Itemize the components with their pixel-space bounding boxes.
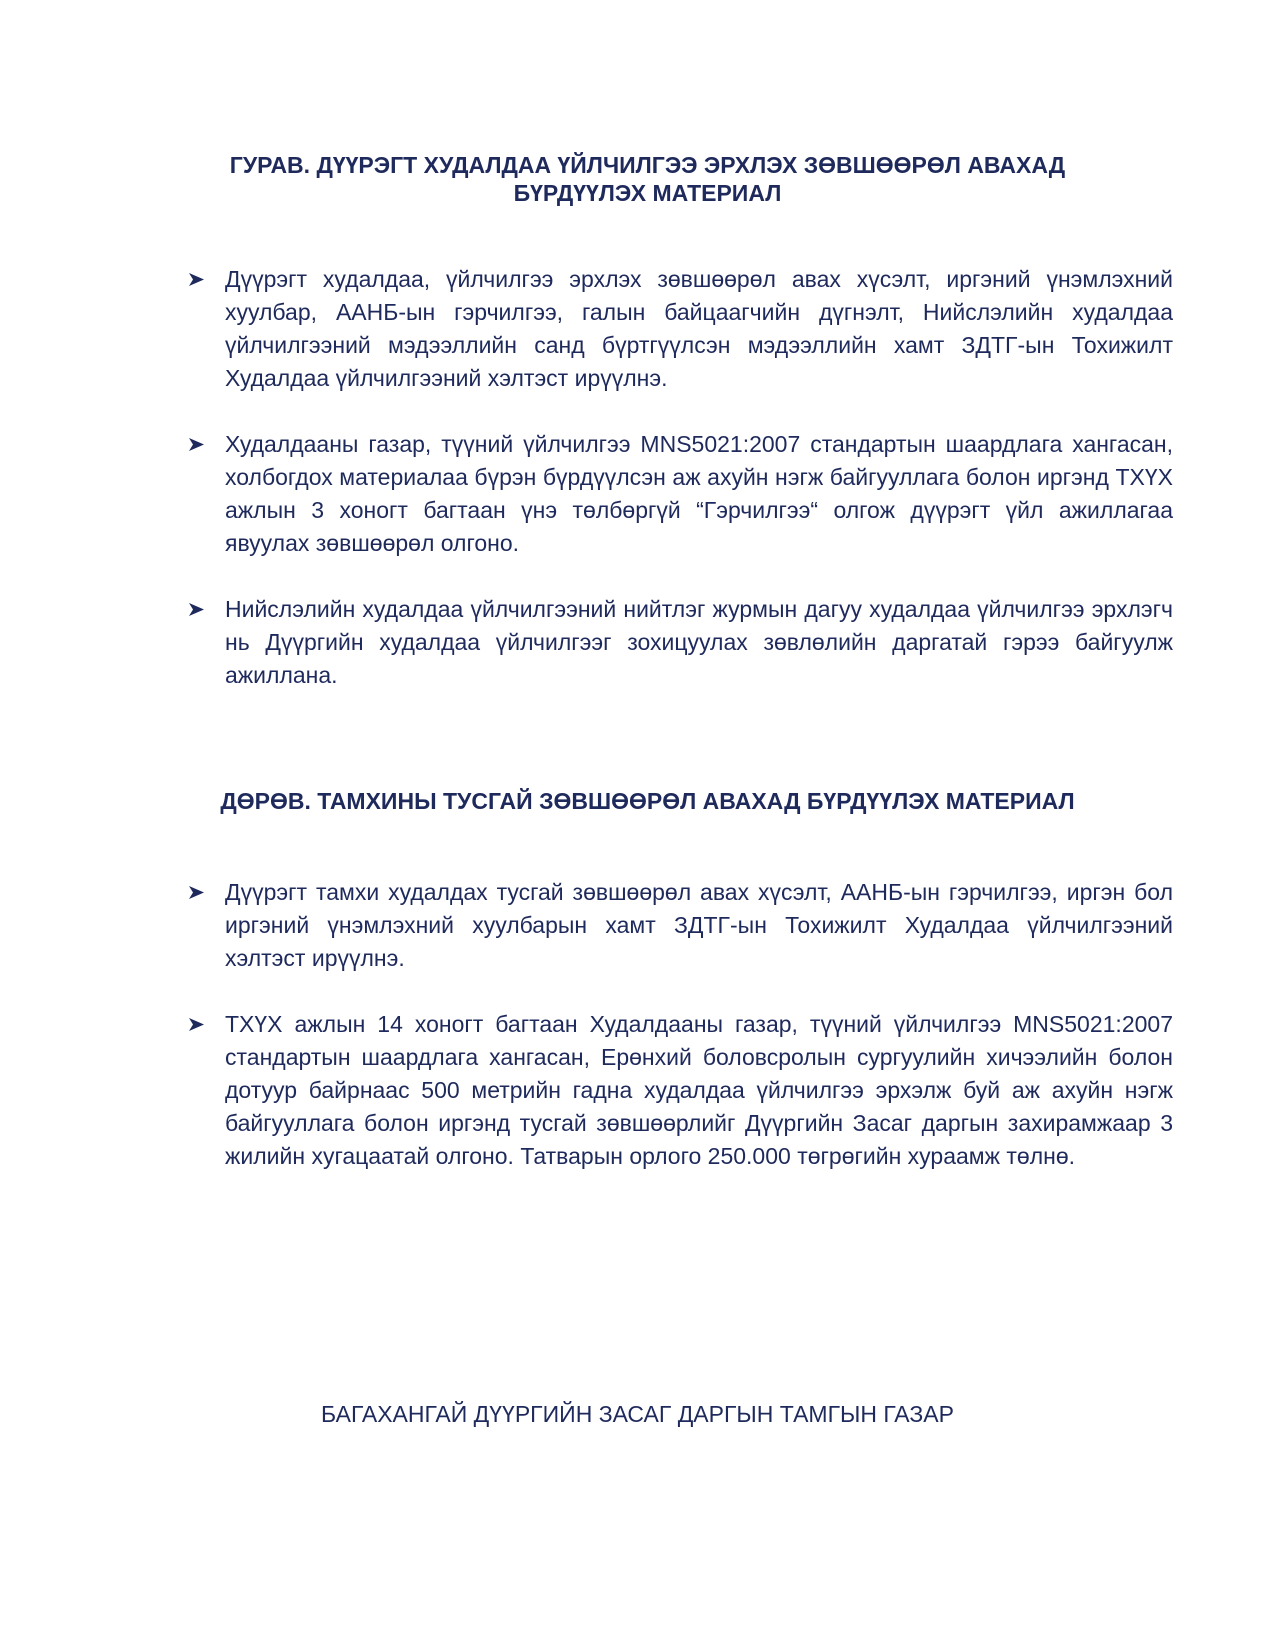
section-3-title [190, 151, 1105, 207]
list-item-text: Дүүрэгт тамхи худалдах тусгай зөвшөөрөл авах хүсэлт, ААНБ-ын гэрчилгээ, иргэн бол иргэний үнэмлэхний хуулбарын хамт ЗДТГ-ын Тохижилт Худалдаа үйлчилгээний хэлтэст ирүүлнэ. [225, 879, 1173, 971]
section-4-list [188, 876, 1173, 1206]
arrowhead-bullet-icon [188, 437, 205, 452]
section-3-title-line-1: ГУРАВ. ДҮҮРЭГТ ХУДАЛДАА ҮЙЛЧИЛГЭЭ ЭРХЛЭХ ЗӨВШӨӨРӨЛ АВАХАД [229, 152, 1066, 178]
footer-organization-name: БАГАХАНГАЙ ДҮҮРГИЙН ЗАСАГ ДАРГЫН ТАМГЫН ГАЗАР [321, 1401, 954, 1427]
section-4-title-line: ДӨРӨВ. ТАМХИНЫ ТУСГАЙ ЗӨВШӨӨРӨЛ АВАХАД БҮРДҮҮЛЭХ МАТЕРИАЛ [220, 788, 1075, 814]
arrowhead-bullet-icon [188, 602, 205, 617]
section-3-title-line-2: БҮРДҮҮЛЭХ МАТЕРИАЛ [513, 180, 782, 206]
arrowhead-bullet-icon [188, 885, 205, 900]
section-4-title [180, 787, 1115, 815]
list-item [188, 428, 1173, 560]
list-item [188, 263, 1173, 395]
list-item [188, 593, 1173, 692]
list-item-text: ТХҮХ ажлын 14 хоногт багтаан Худалдааны газар, түүний үйлчилгээ MNS5021:2007 стандартын шаардлага хангасан, Ерөнхий боловсролын сургуулийн хичээлийн болон дотуур байрнаас 500 метрийн гадна худалдаа үйлчилгээ эрхэлж буй аж ахуйн нэгж байгууллага болон иргэнд тусгай зөвшөөрлийг Дүүргийн Засаг даргын захирамжаар 3 жилийн хугацаатай олгоно. Татварын орлого 250.000 төгрөгийн хураамж төлнө. [225, 1011, 1173, 1169]
list-item [188, 1008, 1173, 1173]
list-item-text: Нийслэлийн худалдаа үйлчилгээний нийтлэг журмын дагуу худалдаа үйлчилгээ эрхлэгч нь Дүүргийн худалдаа үйлчилгээг зохицуулах зөвлөлийн даргатай гэрээ байгуулж ажиллана. [225, 596, 1173, 688]
list-item-text: Худалдааны газар, түүний үйлчилгээ MNS5021:2007 стандартын шаардлага хангасан, холбогдох материалаа бүрэн бүрдүүлсэн аж ахуйн нэгж байгууллага болон иргэнд ТХҮХ ажлын 3 хоногт багтаан үнэ төлбөргүй “Гэрчилгээ“ олгож дүүрэгт үйл ажиллагаа явуулах зөвшөөрөл олгоно. [225, 431, 1173, 556]
list-item-text: Дүүрэгт худалдаа, үйлчилгээ эрхлэх зөвшөөрөл авах хүсэлт, иргэний үнэмлэхний хуулбар, ААНБ-ын гэрчилгээ, галын байцаагчийн дүгнэлт, Нийслэлийн худалдаа үйлчилгээний мэдээллийн санд бүртгүүлсэн мэдээллийн хамт ЗДТГ-ын Тохижилт Худалдаа үйлчилгээний хэлтэст ирүүлнэ. [225, 266, 1173, 391]
arrowhead-bullet-icon [188, 272, 205, 287]
arrowhead-bullet-icon [188, 1017, 205, 1032]
list-item [188, 876, 1173, 975]
section-3-list [188, 263, 1173, 725]
